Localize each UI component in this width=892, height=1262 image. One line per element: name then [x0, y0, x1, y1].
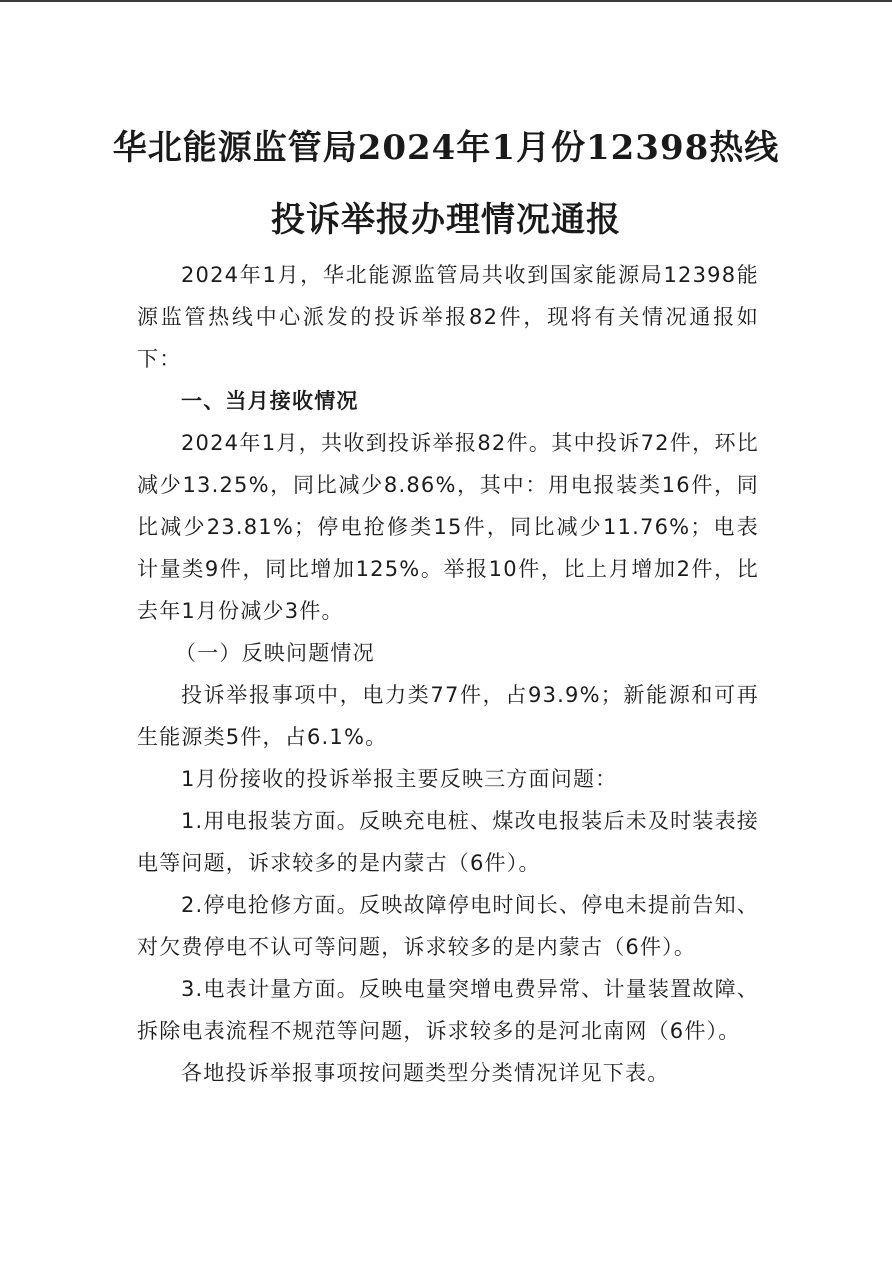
section-heading-monthly-receipt: 一、当月接收情况 [181, 389, 359, 413]
monthly-receipt-paragraph: 2024年1月，共收到投诉举报82件。其中投诉72件，环比减少13.25%，同比减少8.86%，其中：用电报装类16件，同比减少23.81%；停电抢修类15件，同比减少11.76%；电表计量类9件，同比增加125%。举报10件，比上月增加2件，比去年1月份减少3件。 [137, 431, 759, 623]
intro-paragraph: 2024年1月，华北能源监管局共收到国家能源局12398能源监管热线中心派发的投诉举报82件，现将有关情况通报如下： [137, 263, 759, 371]
issues-summary-paragraph: 1月份接收的投诉举报主要反映三方面问题： [181, 767, 618, 791]
document-title-line-2: 投诉举报办理情况通报 [271, 200, 621, 240]
subsection-heading-issues: （一）反映问题情况 [175, 641, 375, 665]
top-border-line [0, 0, 892, 2]
document-body [137, 254, 759, 1094]
issue-item-power-installation: 1.用电报装方面。反映充电桩、煤改电报装后未及时装表接电等问题，诉求较多的是内蒙古（6件）。 [137, 809, 759, 875]
issues-category-paragraph: 投诉举报事项中，电力类77件，占93.9%；新能源和可再生能源类5件，占6.1%。 [137, 683, 759, 749]
closing-paragraph: 各地投诉举报事项按问题类型分类情况详见下表。 [181, 1061, 670, 1085]
issue-item-meter-measurement: 3.电表计量方面。反映电量突增电费异常、计量装置故障、拆除电表流程不规范等问题，诉求较多的是河北南网（6件）。 [137, 977, 759, 1043]
issue-item-outage-repair: 2.停电抢修方面。反映故障停电时间长、停电未提前告知、对欠费停电不认可等问题，诉求较多的是内蒙古（6件）。 [137, 893, 759, 959]
document-title-line-1: 华北能源监管局2024年1月份12398热线 [112, 128, 780, 168]
